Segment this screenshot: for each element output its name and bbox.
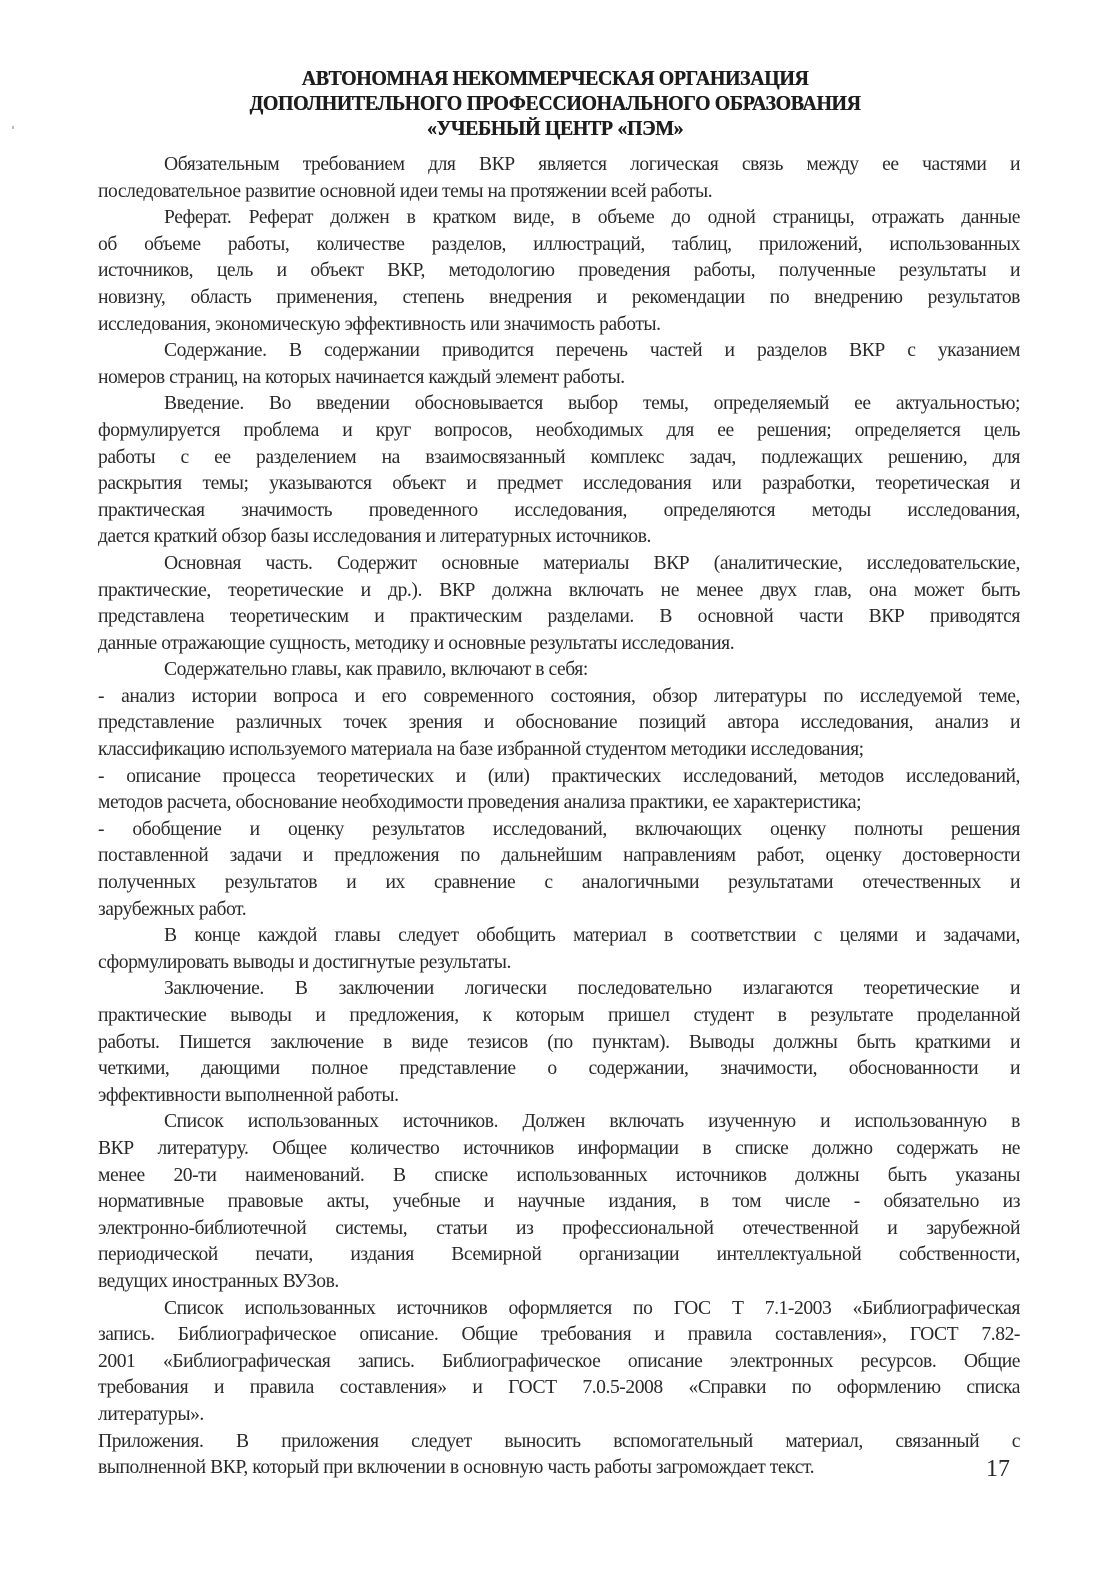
text-line: формулируется проблема и круг вопросов, необходимых для ее решения; определяется цель <box>98 419 1020 441</box>
text-line: В конце каждой главы следует обобщить материал в соответствии с целями и задачами, <box>164 925 1020 947</box>
paragraph-main-part <box>98 551 1020 657</box>
text-line: эффективности выполненной работы. <box>98 1084 399 1106</box>
text-line: полученных результатов и их сравнение с аналогичными результатами отечественных и <box>98 872 1020 894</box>
text-line: четкими, дающими полное представление о содержании, значимости, обоснованности и <box>98 1058 1020 1080</box>
text-line: периодической печати, издания Всемирной организации интеллектуальной собственности, <box>98 1244 1020 1266</box>
text-line: практические, теоретические и др.). ВКР должна включать не менее двух глав, она может быть <box>98 579 1020 601</box>
paragraph-bullet-1 <box>98 684 1020 764</box>
text-line: - обобщение и оценку результатов исследований, включающих оценку полноты решения <box>98 818 1020 840</box>
text-line: запись. Библиографическое описание. Общие требования и правила составления», ГОСТ 7.82- <box>98 1324 1020 1346</box>
text-line: ведущих иностранных ВУЗов. <box>98 1270 339 1292</box>
text-line: об объеме работы, количестве разделов, иллюстраций, таблиц, приложений, использованных <box>98 233 1020 255</box>
text-line: последовательное развитие основной идеи темы на протяжении всей работы. <box>98 180 713 202</box>
text-line: представление различных точек зрения и обоснование позиций автора исследования, анализ и <box>98 712 1020 734</box>
text-line: выполненной ВКР, который при включении в основную часть работы загромождает текст. <box>98 1457 815 1479</box>
text-line: Основная часть. Содержит основные материалы ВКР (аналитические, исследовательские, <box>164 552 1020 574</box>
text-line: Заключение. В заключении логически последовательно излагаются теоретические и <box>164 978 1020 1000</box>
paragraph-sources-format <box>98 1296 1020 1429</box>
text-line: менее 20-ти наименований. В списке использованных источников должны быть указаны <box>98 1164 1020 1186</box>
text-line: литературы». <box>98 1403 204 1425</box>
text-line: зарубежных работ. <box>98 898 247 920</box>
text-line: электронно-библиотечной системы, статьи из профессиональной отечественной и зарубежной <box>98 1217 1020 1239</box>
page-number: 17 <box>986 1456 1010 1482</box>
organization-header <box>0 66 1110 141</box>
text-line: - анализ истории вопроса и его современного состояния, обзор литературы по исследуемой теме, <box>98 685 1020 707</box>
text-line: дается краткий обзор базы исследования и литературных источников. <box>98 526 651 548</box>
header-line: ДОПОЛНИТЕЛЬНОГО ПРОФЕССИОНАЛЬНОГО ОБРАЗОВАНИЯ <box>249 91 861 115</box>
text-line: Содержательно главы, как правило, включают в себя: <box>164 659 588 681</box>
text-line: исследования, экономическую эффективность или значимость работы. <box>98 313 661 335</box>
text-line: работы. Пишется заключение в виде тезисов (по пунктам). Выводы должны быть краткими и <box>98 1031 1020 1053</box>
text-line: ВКР литературу. Общее количество источников информации в списке должно содержать не <box>98 1137 1020 1159</box>
text-line: Список использованных источников оформляется по ГОС Т 7.1-2003 «Библиографическая <box>164 1297 1020 1319</box>
text-line: представлена теоретическим и практическим разделами. В основной части ВКР приводятся <box>98 606 1020 628</box>
text-line: поставленной задачи и предложения по дальнейшим направлениям работ, оценку достоверности <box>98 845 1020 867</box>
paragraph-chapter-end <box>98 923 1020 976</box>
paragraph-introduction <box>98 391 1020 551</box>
paragraph-requirement <box>98 152 1020 205</box>
paragraph-conclusion <box>98 976 1020 1109</box>
text-line: классификацию используемого материала на базе избранной студентом методики исследования; <box>98 739 864 761</box>
paragraph-abstract <box>98 205 1020 338</box>
paragraph-appendices <box>98 1429 1020 1482</box>
text-line: данные отражающие сущность, методику и основные результаты исследования. <box>98 632 735 654</box>
text-line: Содержание. В содержании приводится перечень частей и разделов ВКР с указанием <box>164 340 1020 362</box>
paragraph-bullet-2 <box>98 764 1020 817</box>
text-line: методов расчета, обоснование необходимости проведения анализа практики, ее характеристика; <box>98 792 862 814</box>
text-line: Введение. Во введении обосновывается выбор темы, определяемый ее актуальностью; <box>164 393 1020 415</box>
text-line: практические выводы и предложения, к которым пришел студент в результате проделанной <box>98 1005 1020 1026</box>
text-line: Приложения. В приложения следует выносить вспомогательный материал, связанный с <box>98 1430 1020 1452</box>
paragraph-chapters-content <box>98 657 1020 684</box>
text-line: 2001 «Библиографическая запись. Библиографическое описание электронных ресурсов. Общие <box>98 1350 1020 1372</box>
header-line: АВТОНОМНАЯ НЕКОММЕРЧЕСКАЯ ОРГАНИЗАЦИЯ <box>301 66 809 90</box>
paragraph-bullet-3 <box>98 817 1020 923</box>
text-line: работы с ее разделением на взаимосвязанный комплекс задач, подлежащих решению, для <box>98 446 1020 468</box>
text-line: раскрытия темы; указываются объект и предмет исследования или разработки, теоретическая и <box>98 473 1020 495</box>
text-line: Обязательным требованием для ВКР является логическая связь между ее частями и <box>164 154 1020 175</box>
paragraph-contents <box>98 338 1020 391</box>
text-line: Реферат. Реферат должен в кратком виде, в объеме до одной страницы, отражать данные <box>164 207 1020 229</box>
document-body <box>98 152 1020 1482</box>
text-line: источников, цель и объект ВКР, методологию проведения работы, полученные результаты и <box>98 260 1020 282</box>
text-line: - описание процесса теоретических и (или) практических исследований, методов исследований, <box>98 765 1020 787</box>
text-line: Список использованных источников. Должен включать изученную и использованную в <box>164 1111 1020 1133</box>
paragraph-sources <box>98 1109 1020 1295</box>
text-line: практическая значимость проведенного исследования, определяются методы исследования, <box>98 499 1020 521</box>
header-line: «УЧЕБНЫЙ ЦЕНТР «ПЭМ» <box>426 116 684 140</box>
text-line: сформулировать выводы и достигнутые результаты. <box>98 951 511 973</box>
text-line: нормативные правовые акты, учебные и научные издания, в том числе - обязательно из <box>98 1191 1020 1213</box>
text-line: номеров страниц, на которых начинается каждый элемент работы. <box>98 366 625 388</box>
text-line: требования и правила составления» и ГОСТ 7.0.5-2008 «Справки по оформлению списка <box>98 1377 1020 1399</box>
text-line: новизну, область применения, степень внедрения и рекомендации по внедрению результатов <box>98 286 1020 308</box>
